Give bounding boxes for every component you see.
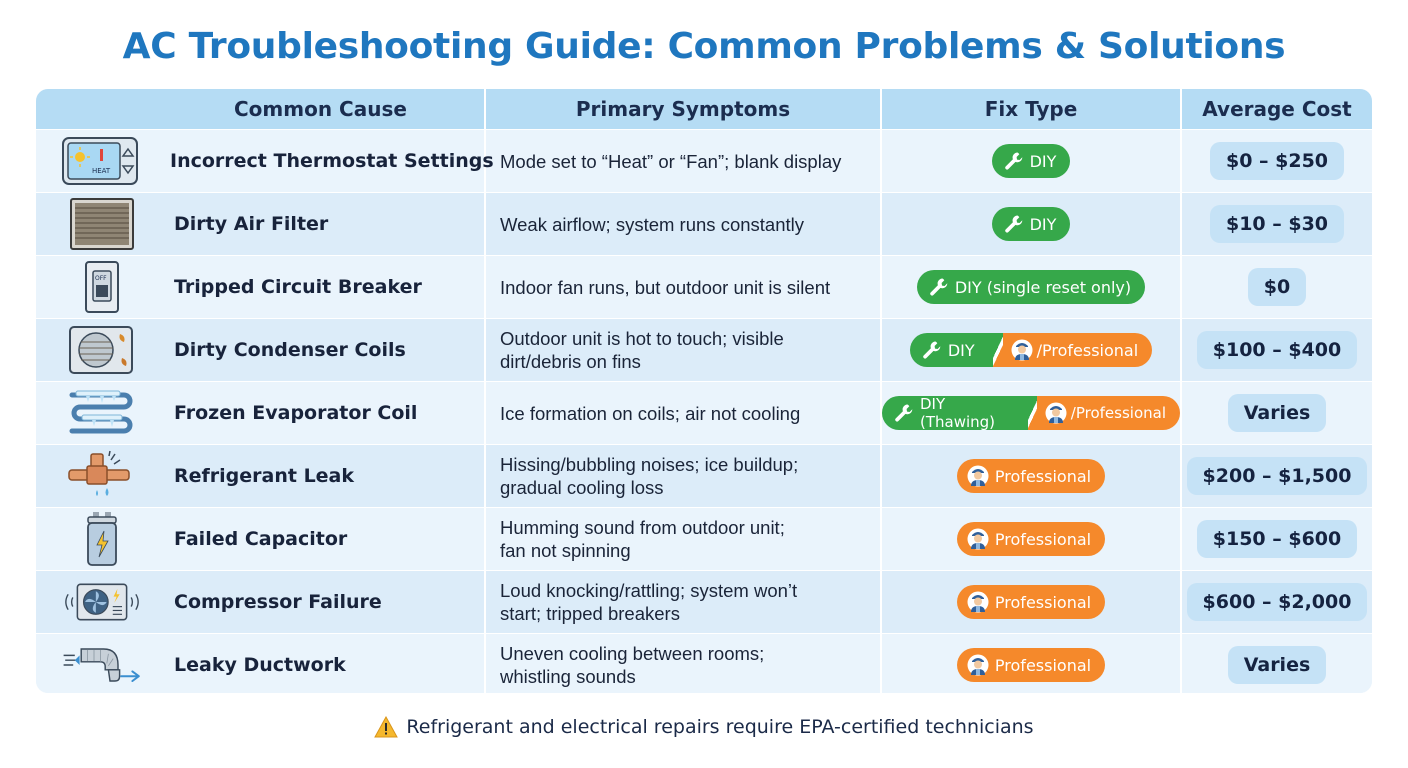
table-row bbox=[36, 318, 1372, 381]
fix-badge-pro-part bbox=[1037, 396, 1180, 430]
troubleshooting-table bbox=[36, 89, 1372, 693]
cause-cell bbox=[36, 445, 486, 507]
cost-cell bbox=[1182, 445, 1372, 507]
fix-label: DIY bbox=[1029, 214, 1057, 234]
cost-cell bbox=[1182, 319, 1372, 381]
cause-cell bbox=[36, 508, 486, 570]
fix-label: Professional bbox=[994, 655, 1092, 675]
fix-label: DIY (single reset only) bbox=[954, 277, 1132, 297]
symptoms-cell bbox=[486, 256, 882, 318]
table-row bbox=[36, 129, 1372, 192]
table-row bbox=[36, 192, 1372, 255]
air-filter-icon bbox=[62, 196, 142, 252]
wrench-icon bbox=[894, 403, 914, 423]
symptoms-cell bbox=[486, 634, 882, 693]
technician-icon bbox=[1011, 338, 1033, 362]
symptom-line: fan not spinning bbox=[500, 540, 631, 561]
header-fix-type: Fix Type bbox=[882, 89, 1182, 129]
fix-label-diy: DIY bbox=[947, 340, 975, 360]
symptoms-cell bbox=[486, 445, 882, 507]
cost-cell bbox=[1182, 508, 1372, 570]
symptoms-cell bbox=[486, 193, 882, 255]
wrench-icon bbox=[922, 340, 942, 360]
table-row bbox=[36, 570, 1372, 633]
fix-type-cell bbox=[882, 256, 1182, 318]
cause-label: Leaky Ductwork bbox=[174, 654, 346, 676]
fix-badge-diy bbox=[917, 270, 1145, 304]
frozen-coil-icon bbox=[62, 385, 142, 441]
fix-type-cell bbox=[882, 445, 1182, 507]
cost-cell bbox=[1182, 130, 1372, 192]
cause-label: Dirty Condenser Coils bbox=[174, 339, 406, 361]
cause-label: Frozen Evaporator Coil bbox=[174, 402, 418, 424]
cause-label: Refrigerant Leak bbox=[174, 465, 355, 487]
symptom-line: Mode set to “Heat” or “Fan”; blank display bbox=[500, 150, 842, 172]
fix-badge-diy-professional bbox=[910, 333, 1152, 367]
fix-type-cell bbox=[882, 130, 1182, 192]
fix-badge-professional bbox=[957, 585, 1105, 619]
fix-type-cell bbox=[882, 508, 1182, 570]
technician-icon bbox=[967, 653, 989, 677]
svg-text:OFF: OFF bbox=[95, 275, 107, 282]
fix-type-cell bbox=[882, 634, 1182, 693]
badge-divider bbox=[1028, 396, 1037, 430]
table-body bbox=[36, 129, 1372, 693]
symptoms-cell bbox=[486, 508, 882, 570]
cost-cell bbox=[1182, 193, 1372, 255]
table-header bbox=[36, 89, 1372, 129]
cause-cell bbox=[36, 256, 486, 318]
symptom-line: Loud knocking/rattling; system won’t bbox=[500, 580, 798, 601]
symptoms-cell bbox=[486, 319, 882, 381]
cause-cell bbox=[36, 634, 486, 693]
symptom-line: dirt/debris on fins bbox=[500, 351, 641, 372]
symptom-line: Outdoor unit is hot to touch; visible bbox=[500, 328, 784, 349]
symptoms-cell bbox=[486, 571, 882, 633]
fix-label: Professional bbox=[994, 529, 1092, 549]
technician-icon bbox=[967, 527, 989, 551]
cause-cell bbox=[36, 319, 486, 381]
symptoms-cell bbox=[486, 382, 882, 444]
fix-badge-professional bbox=[957, 522, 1105, 556]
symptom-line: gradual cooling loss bbox=[500, 477, 664, 498]
leaking-pipe-icon bbox=[62, 448, 142, 504]
condenser-unit-icon bbox=[62, 322, 142, 378]
fix-type-cell bbox=[882, 193, 1182, 255]
cost-badge: Varies bbox=[1228, 646, 1327, 684]
cost-badge: $0 bbox=[1248, 268, 1306, 306]
wrench-icon bbox=[1004, 151, 1024, 171]
fix-badge-pro-part bbox=[1003, 333, 1153, 367]
symptom-line: whistling sounds bbox=[500, 666, 636, 687]
cause-cell bbox=[36, 130, 494, 192]
cause-label: Tripped Circuit Breaker bbox=[174, 276, 422, 298]
symptom-line: start; tripped breakers bbox=[500, 603, 680, 624]
header-average-cost: Average Cost bbox=[1202, 97, 1352, 121]
symptom-line: Hissing/bubbling noises; ice buildup; bbox=[500, 454, 799, 475]
fix-badge-professional bbox=[957, 648, 1105, 682]
cost-badge: $0 – $250 bbox=[1210, 142, 1344, 180]
table-row bbox=[36, 444, 1372, 507]
cost-badge: Varies bbox=[1228, 394, 1327, 432]
cause-label: Failed Capacitor bbox=[174, 528, 348, 550]
svg-text:HEAT: HEAT bbox=[92, 167, 111, 175]
page-title: AC Troubleshooting Guide: Common Problems & Solutions bbox=[122, 26, 1286, 67]
symptoms-cell bbox=[486, 130, 882, 192]
footer-text: Refrigerant and electrical repairs require EPA-certified technicians bbox=[406, 716, 1034, 738]
ductwork-icon bbox=[62, 637, 142, 693]
cost-cell bbox=[1182, 256, 1372, 318]
table-row bbox=[36, 381, 1372, 444]
header-common-cause: Common Cause bbox=[36, 89, 486, 129]
fix-badge-professional bbox=[957, 459, 1105, 493]
compressor-icon bbox=[62, 574, 142, 630]
cost-badge: $100 – $400 bbox=[1197, 331, 1358, 369]
symptom-line: Ice formation on coils; air not cooling bbox=[500, 402, 801, 424]
cost-cell bbox=[1182, 634, 1372, 693]
circuit-breaker-icon bbox=[62, 259, 142, 315]
technician-icon bbox=[967, 590, 989, 614]
symptom-line: Weak airflow; system runs constantly bbox=[500, 213, 804, 235]
technician-icon bbox=[1045, 401, 1067, 425]
cost-badge: $600 – $2,000 bbox=[1187, 583, 1368, 621]
cost-cell bbox=[1182, 571, 1372, 633]
fix-type-cell bbox=[882, 319, 1182, 381]
fix-type-cell bbox=[882, 382, 1182, 444]
symptom-line: Indoor fan runs, but outdoor unit is silent bbox=[500, 276, 831, 298]
fix-type-cell bbox=[882, 571, 1182, 633]
table-row bbox=[36, 507, 1372, 570]
cost-badge: $150 – $600 bbox=[1197, 520, 1358, 558]
table-row bbox=[36, 255, 1372, 318]
thermostat-icon bbox=[62, 133, 138, 189]
fix-badge-diy-professional bbox=[882, 396, 1180, 430]
header-primary-symptoms: Primary Symptoms bbox=[486, 89, 882, 129]
footer-note bbox=[0, 716, 1408, 738]
fix-label: DIY bbox=[1029, 151, 1057, 171]
fix-label: Professional bbox=[994, 466, 1092, 486]
capacitor-icon bbox=[62, 511, 142, 567]
table-row bbox=[36, 633, 1372, 693]
fix-badge-diy-part bbox=[882, 396, 1028, 430]
technician-icon bbox=[967, 464, 989, 488]
cause-cell bbox=[36, 382, 486, 444]
fix-badge-diy bbox=[992, 207, 1071, 241]
cause-label: Compressor Failure bbox=[174, 591, 382, 613]
fix-label-pro: /Professional bbox=[1070, 404, 1166, 422]
fix-badge-diy bbox=[992, 144, 1071, 178]
cause-label: Incorrect Thermostat Settings bbox=[170, 150, 494, 172]
fix-badge-diy-part bbox=[910, 333, 993, 367]
cost-badge: $10 – $30 bbox=[1210, 205, 1344, 243]
cost-cell bbox=[1182, 382, 1372, 444]
badge-divider bbox=[993, 333, 1003, 367]
warning-icon bbox=[374, 716, 398, 738]
fix-label: Professional bbox=[994, 592, 1092, 612]
symptom-line: Uneven cooling between rooms; bbox=[500, 643, 765, 664]
cause-label: Dirty Air Filter bbox=[174, 213, 329, 235]
cause-cell bbox=[36, 193, 486, 255]
wrench-icon bbox=[929, 277, 949, 297]
cost-badge: $200 – $1,500 bbox=[1187, 457, 1368, 495]
wrench-icon bbox=[1004, 214, 1024, 234]
fix-label-pro: /Professional bbox=[1036, 340, 1139, 360]
cause-cell bbox=[36, 571, 486, 633]
fix-label-diy: DIY (Thawing) bbox=[920, 396, 996, 430]
symptom-line: Humming sound from outdoor unit; bbox=[500, 517, 785, 538]
